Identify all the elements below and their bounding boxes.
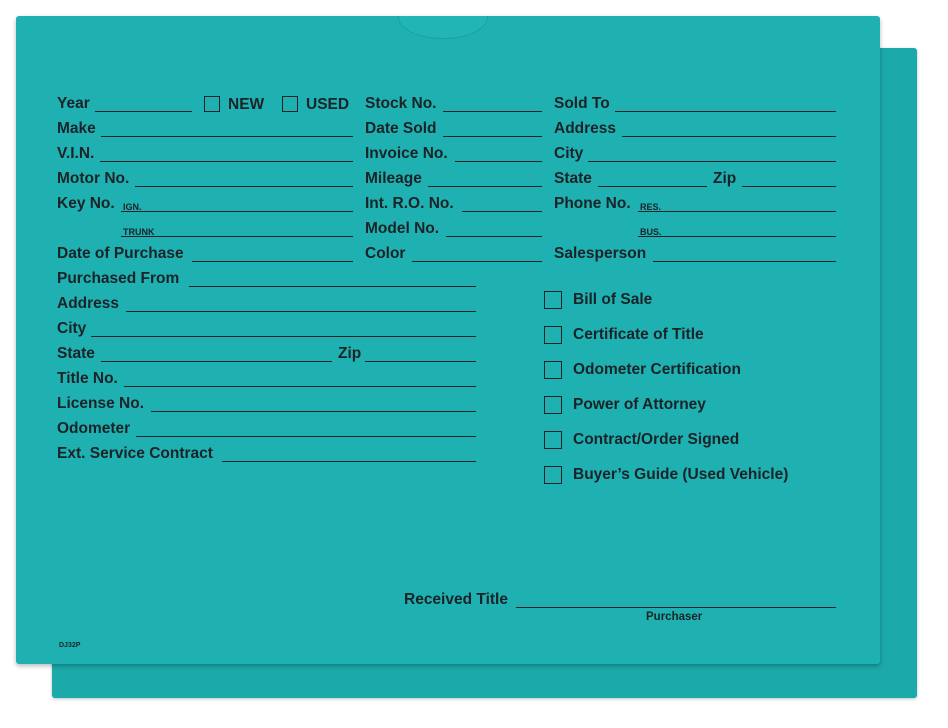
new-checkbox[interactable] (204, 96, 220, 112)
date-of-purchase-line[interactable] (192, 261, 353, 262)
city-right-line[interactable] (588, 161, 836, 162)
res-phone-line[interactable] (638, 211, 836, 212)
received-title-signature-line[interactable] (516, 607, 836, 608)
ign-key-line[interactable] (121, 211, 353, 212)
date-sold-line[interactable] (443, 136, 542, 137)
state-line[interactable] (101, 361, 332, 362)
ign-label: IGN. (123, 202, 142, 212)
odometer-certification-label: Odometer Certification (573, 361, 741, 378)
front-envelope (16, 16, 880, 664)
contract-order-signed-checkbox[interactable] (544, 431, 562, 449)
license-no-line[interactable] (151, 411, 476, 412)
certificate-of-title-checkbox[interactable] (544, 326, 562, 344)
model-no-label: Model No. (365, 220, 440, 237)
odometer-line[interactable] (136, 436, 476, 437)
title-no-label: Title No. (57, 370, 118, 387)
sold-to-line[interactable] (615, 111, 836, 112)
address-right-label: Address (554, 120, 617, 137)
model-no-line[interactable] (446, 236, 542, 237)
bus-phone-line[interactable] (638, 236, 836, 237)
zip-right-line[interactable] (742, 186, 836, 187)
salesperson-label: Salesperson (554, 245, 647, 262)
ext-service-contract-label: Ext. Service Contract (57, 445, 213, 462)
motor-no-line[interactable] (135, 186, 353, 187)
date-sold-label: Date Sold (365, 120, 437, 137)
city-right-label: City (554, 145, 584, 162)
mileage-label: Mileage (365, 170, 422, 187)
odometer-certification-checkbox[interactable] (544, 361, 562, 379)
certificate-of-title-label: Certificate of Title (573, 326, 704, 343)
salesperson-line[interactable] (653, 261, 836, 262)
key-no-label: Key No. (57, 195, 115, 212)
zip-label: Zip (338, 345, 362, 362)
ext-service-contract-line[interactable] (222, 461, 476, 462)
purchased-from-line[interactable] (189, 286, 476, 287)
buyers-guide-checkbox[interactable] (544, 466, 562, 484)
bus-label: BUS. (640, 227, 662, 237)
color-line[interactable] (412, 261, 542, 262)
state-right-label: State (554, 170, 592, 187)
purchaser-label: Purchaser (646, 611, 703, 623)
trunk-key-line[interactable] (121, 236, 353, 237)
invoice-no-line[interactable] (455, 161, 542, 162)
sold-to-label: Sold To (554, 95, 610, 112)
address-right-line[interactable] (622, 136, 836, 137)
zip-line[interactable] (365, 361, 476, 362)
state-right-line[interactable] (598, 186, 707, 187)
address-line[interactable] (126, 311, 476, 312)
form-code: DJ32P (59, 642, 81, 649)
motor-no-label: Motor No. (57, 170, 130, 187)
power-of-attorney-checkbox[interactable] (544, 396, 562, 414)
bill-of-sale-checkbox[interactable] (544, 291, 562, 309)
state-label: State (57, 345, 95, 362)
contract-order-signed-label: Contract/Order Signed (573, 431, 740, 448)
mileage-line[interactable] (428, 186, 542, 187)
used-label: USED (306, 96, 350, 113)
bill-of-sale-label: Bill of Sale (573, 291, 653, 308)
year-label: Year (57, 95, 90, 112)
int-ro-no-label: Int. R.O. No. (365, 195, 454, 212)
new-label: NEW (228, 96, 265, 113)
stock-no-line[interactable] (443, 111, 542, 112)
title-no-line[interactable] (124, 386, 476, 387)
power-of-attorney-label: Power of Attorney (573, 396, 706, 413)
purchased-from-label: Purchased From (57, 270, 180, 287)
buyers-guide-label: Buyer’s Guide (Used Vehicle) (573, 466, 789, 483)
invoice-no-label: Invoice No. (365, 145, 448, 162)
stock-no-label: Stock No. (365, 95, 437, 112)
used-checkbox[interactable] (282, 96, 298, 112)
year-line[interactable] (95, 111, 192, 112)
city-line[interactable] (91, 336, 476, 337)
int-ro-no-line[interactable] (462, 211, 542, 212)
phone-no-label: Phone No. (554, 195, 631, 212)
make-line[interactable] (101, 136, 353, 137)
received-title-label: Received Title (404, 591, 508, 608)
res-label: RES. (640, 202, 662, 212)
address-label: Address (57, 295, 120, 312)
license-no-label: License No. (57, 395, 144, 412)
date-of-purchase-label: Date of Purchase (57, 245, 184, 262)
vin-label: V.I.N. (57, 145, 95, 162)
color-label: Color (365, 245, 406, 262)
vin-line[interactable] (100, 161, 353, 162)
make-label: Make (57, 120, 96, 137)
city-label: City (57, 320, 87, 337)
trunk-label: TRUNK (123, 227, 155, 237)
odometer-label: Odometer (57, 420, 131, 437)
zip-right-label: Zip (713, 170, 737, 187)
